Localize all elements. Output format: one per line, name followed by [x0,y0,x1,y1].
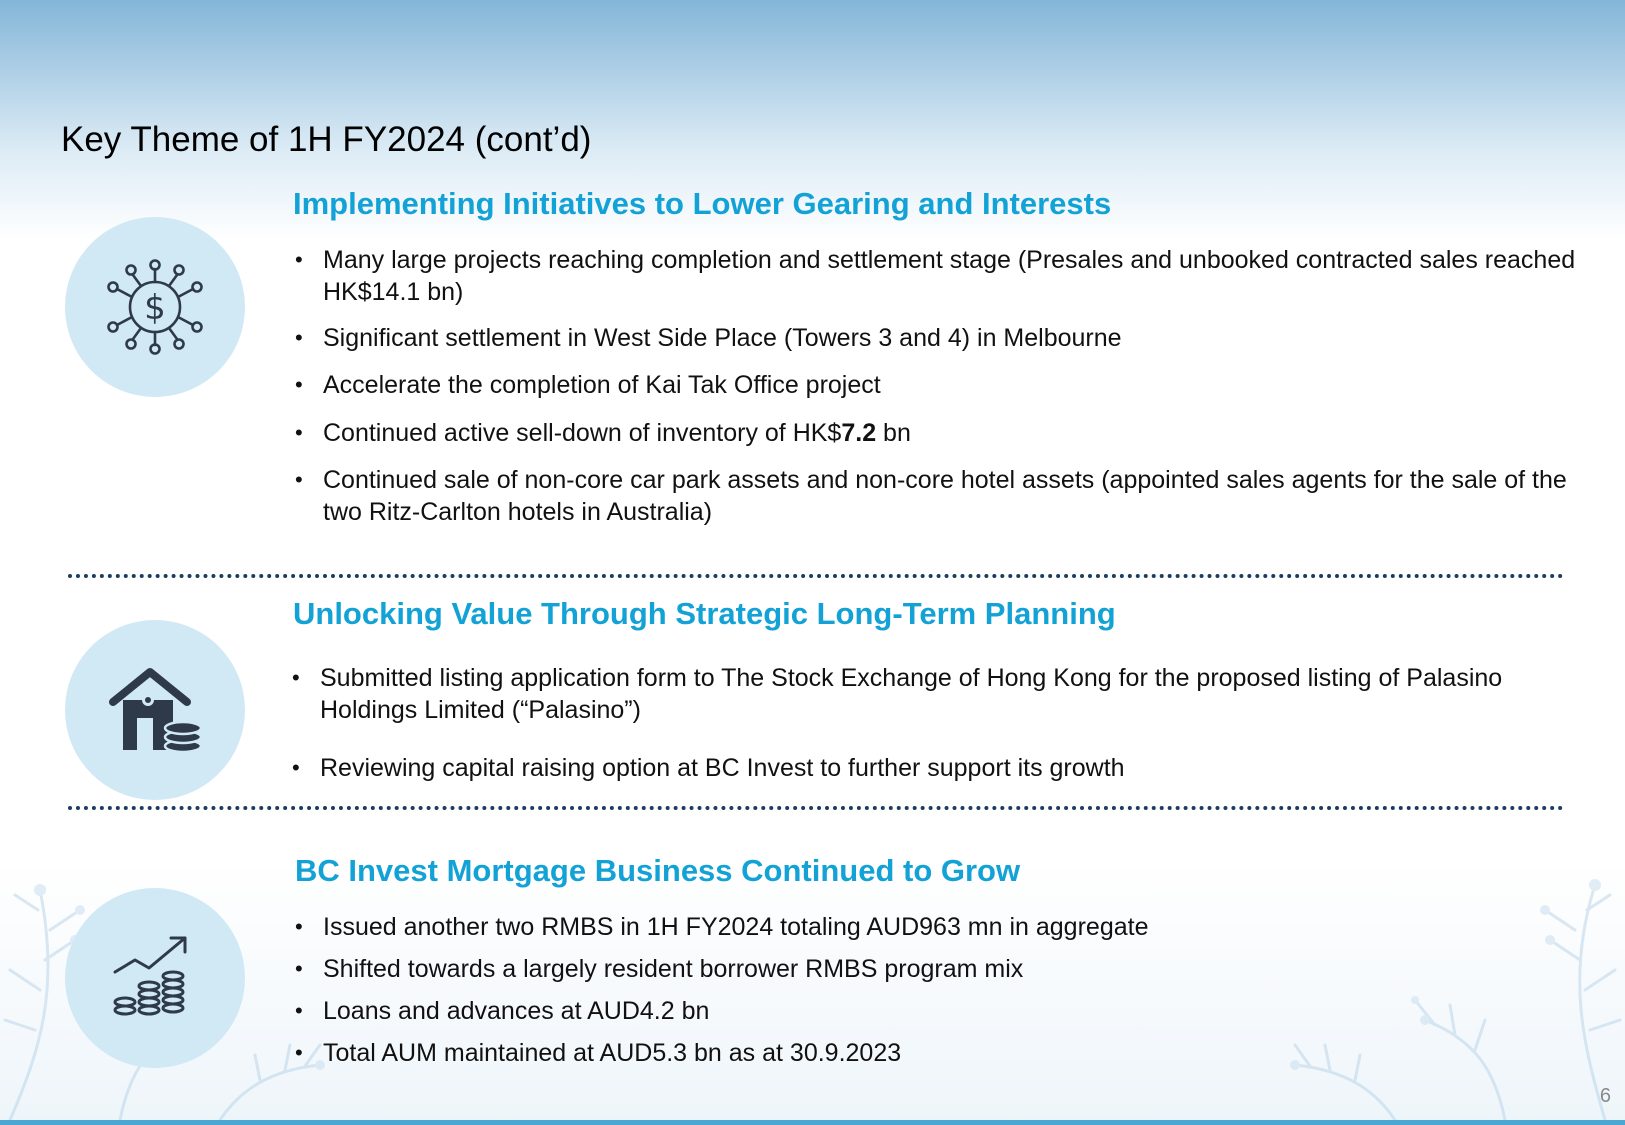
dollar-network-icon [105,257,205,357]
section-divider [68,806,1564,810]
list-item: • Total AUM maintained at AUD5.3 bn as at 30.9.2023 [293,1037,1493,1069]
section-heading: BC Invest Mortgage Business Continued to Grow [295,853,1021,888]
list-item: • Accelerate the completion of Kai Tak Office project [293,369,1583,401]
section-heading: Implementing Initiatives to Lower Gearing and Interests [293,186,1112,221]
section-heading: Unlocking Value Through Strategic Long-Term Planning [293,596,1116,631]
inventory-text: Continued active sell-down of inventory of HK$ [323,419,842,447]
icon-circle [65,217,245,397]
inventory-unit: bn [876,419,911,447]
house-coins-icon [105,660,205,760]
inventory-value: 7.2 [841,419,877,447]
slide-title: Key Theme of 1H FY2024 (cont’d) [61,120,592,159]
list-item: • Submitted listing application form to The Stock Exchange of Hong Kong for the proposed listing of Palasino Holdings Limited (“Palasino”) [290,662,1540,726]
svg-text:$: $ [144,288,166,328]
bullet-list [290,662,1540,784]
list-item: • Significant settlement in West Side Place (Towers 3 and 4) in Melbourne [293,322,1583,354]
section-divider [68,574,1564,578]
page-number: 6 [1599,1085,1611,1107]
icon-circle [65,888,245,1068]
coins-growth-icon [105,928,205,1028]
list-item: • Issued another two RMBS in 1H FY2024 totaling AUD963 mn in aggregate [293,911,1493,943]
list-item [293,417,1583,449]
list-item: • Loans and advances at AUD4.2 bn [293,995,1493,1027]
footer-accent-line [0,1120,1625,1125]
bullet-list [293,244,1583,528]
list-item: • Reviewing capital raising option at BC Invest to further support its growth [290,752,1540,784]
bullet-list [293,911,1493,1069]
list-item: • Continued sale of non-core car park assets and non-core hotel assets (appointed sales agents for the sale of the two Ritz-Carlton hotels in Australia) [293,464,1583,528]
list-item: • Shifted towards a largely resident borrower RMBS program mix [293,953,1493,985]
icon-circle [65,620,245,800]
list-item: • Many large projects reaching completion and settlement stage (Presales and unbooked contracted sales reached HK$14.1 bn) [293,244,1583,308]
